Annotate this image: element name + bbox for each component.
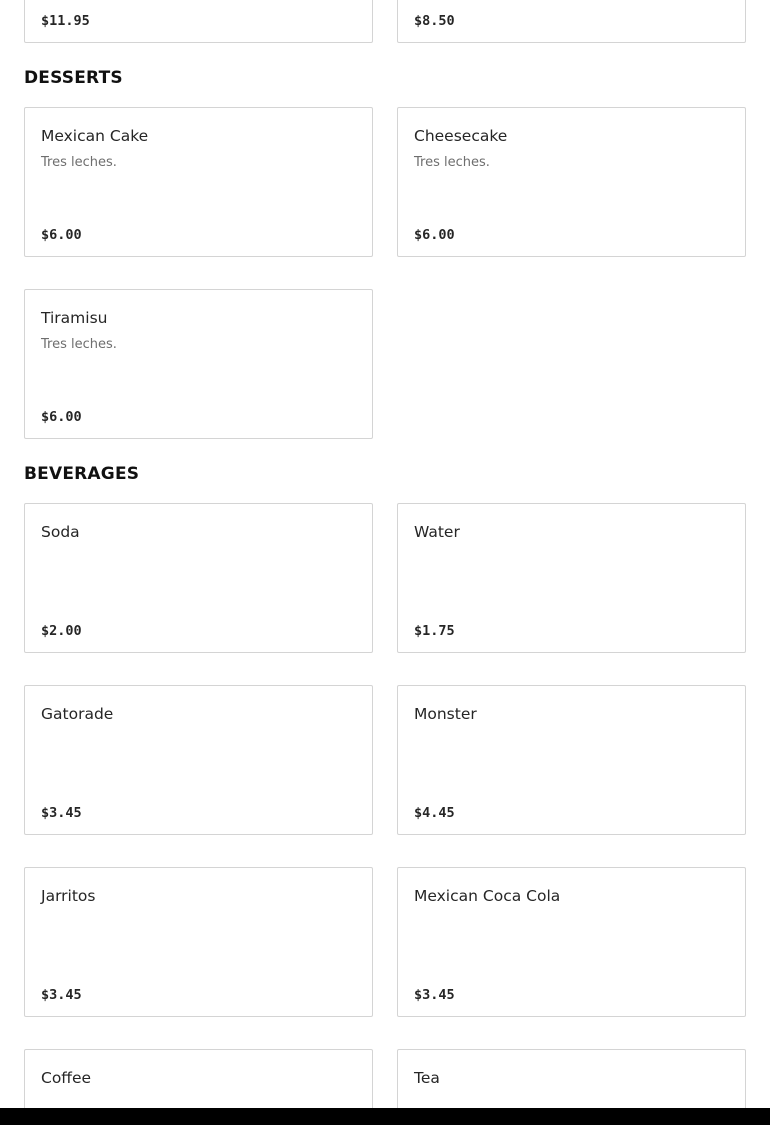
item-price: $4.45: [414, 805, 455, 821]
item-price: $3.45: [414, 987, 455, 1003]
item-name: Tiramisu: [41, 309, 108, 327]
menu-item-card[interactable]: [397, 0, 746, 43]
item-description: Tres leches.: [41, 155, 117, 170]
item-price: $6.00: [41, 227, 82, 243]
item-price: $2.00: [41, 623, 82, 639]
menu-item-card[interactable]: [397, 107, 746, 257]
section-title-desserts: DESSERTS: [24, 68, 123, 88]
menu-item-card[interactable]: [24, 503, 373, 653]
menu-item-card[interactable]: [24, 0, 373, 43]
item-price: $11.95: [41, 13, 90, 29]
section-title-beverages: BEVERAGES: [24, 464, 140, 484]
item-name: Water: [414, 523, 460, 541]
item-price: $6.00: [41, 409, 82, 425]
item-price: $6.00: [414, 227, 455, 243]
item-name: Coffee: [41, 1069, 92, 1087]
item-description: Tres leches.: [414, 155, 490, 170]
item-price: $1.75: [414, 623, 455, 639]
item-name: Tea: [414, 1069, 440, 1087]
menu-item-card[interactable]: [397, 685, 746, 835]
item-price: $8.50: [414, 13, 455, 29]
item-name: Mexican Coca Cola: [414, 887, 561, 905]
item-price: $3.45: [41, 805, 82, 821]
bottom-bar: [0, 1108, 770, 1125]
menu-item-card[interactable]: [24, 107, 373, 257]
menu-item-card[interactable]: [24, 685, 373, 835]
item-price: $3.45: [41, 987, 82, 1003]
menu-item-card[interactable]: [397, 867, 746, 1017]
menu-item-card[interactable]: [24, 867, 373, 1017]
item-name: Cheesecake: [414, 127, 508, 145]
item-description: Tres leches.: [41, 337, 117, 352]
item-name: Monster: [414, 705, 477, 723]
menu-item-card[interactable]: [24, 289, 373, 439]
item-name: Mexican Cake: [41, 127, 149, 145]
menu-item-card[interactable]: [397, 503, 746, 653]
item-name: Jarritos: [41, 887, 96, 905]
item-name: Gatorade: [41, 705, 114, 723]
item-name: Soda: [41, 523, 80, 541]
